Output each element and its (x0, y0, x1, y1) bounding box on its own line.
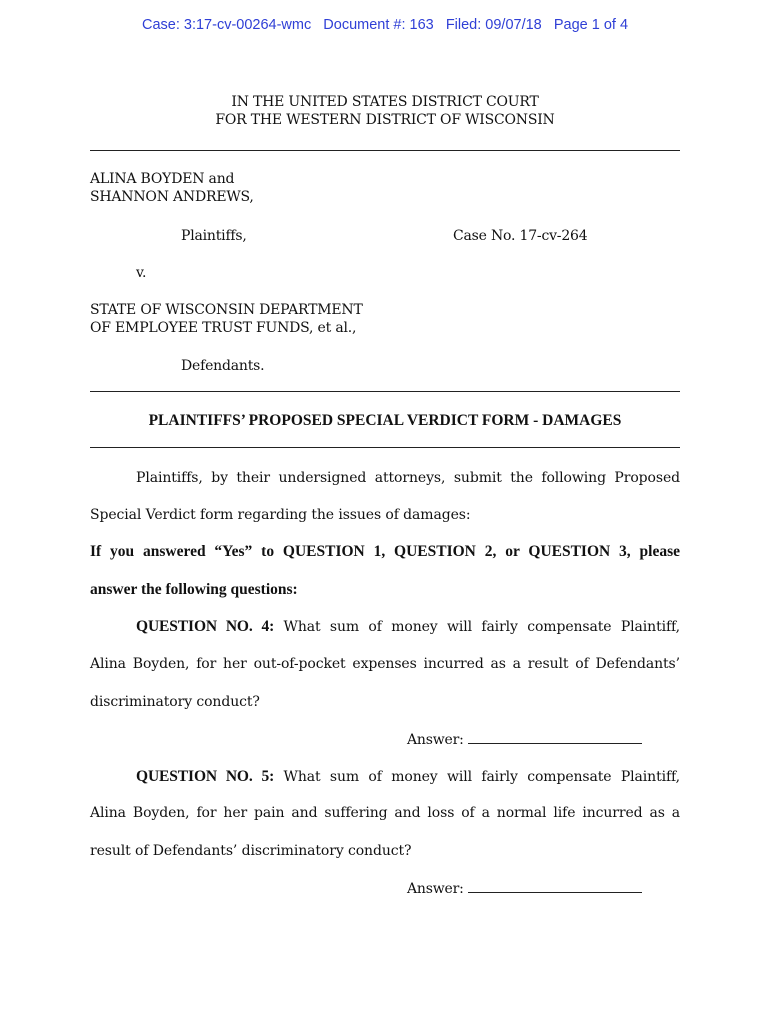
question-4-text: What sum of money will fairly compensate Plaintiff, (274, 619, 680, 635)
ecf-header-stamp: Case: 3:17-cv-00264-wmc Document #: 163 Filed: 09/07/18 Page 1 of 4 (141, 17, 629, 33)
plaintiff-name-line2: SHANNON ANDREWS, (90, 189, 254, 205)
question-5-label: QUESTION NO. 5: (136, 768, 275, 785)
question-5-answer (407, 880, 642, 897)
instruction-line1: If you answered “Yes” to QUESTION 1, QUESTION 2, or QUESTION 3, please (90, 543, 680, 560)
question-4-line1 (136, 618, 680, 636)
defendant-name-line1: STATE OF WISCONSIN DEPARTMENT (90, 302, 363, 318)
court-name-line2: FOR THE WESTERN DISTRICT OF WISCONSIN (215, 112, 555, 128)
versus: v. (136, 265, 147, 281)
defendants-role: Defendants. (181, 358, 265, 374)
case-number: Case No. 17-cv-264 (453, 228, 588, 244)
title-top-rule (90, 391, 680, 392)
question-4-label: QUESTION NO. 4: (136, 618, 275, 635)
plaintiffs-role: Plaintiffs, (181, 228, 247, 244)
question-4-line2: Alina Boyden, for her out-of-pocket expenses incurred as a result of Defendants’ (90, 656, 680, 672)
question-4-line3: discriminatory conduct? (90, 694, 260, 710)
title-bottom-rule (90, 447, 680, 448)
caption-top-rule (90, 150, 680, 151)
question-4-answer (407, 731, 642, 748)
question-5-text: What sum of money will fairly compensate Plaintiff, (274, 769, 680, 785)
court-name-line1: IN THE UNITED STATES DISTRICT COURT (231, 94, 539, 110)
question-5-answer-blank[interactable] (468, 880, 642, 893)
instruction-line2: answer the following questions: (90, 581, 298, 598)
question-5-line3: result of Defendants’ discriminatory conduct? (90, 843, 412, 859)
document-title: PLAINTIFFS’ PROPOSED SPECIAL VERDICT FORM - DAMAGES (148, 412, 622, 429)
question-5-line1 (136, 768, 680, 786)
intro-line2: Special Verdict form regarding the issues of damages: (90, 507, 471, 523)
question-4-answer-blank[interactable] (468, 731, 642, 744)
question-4-answer-label: Answer: (407, 732, 464, 748)
defendant-name-line2: OF EMPLOYEE TRUST FUNDS, et al., (90, 320, 357, 336)
question-5-answer-label: Answer: (407, 881, 464, 897)
question-5-line2: Alina Boyden, for her pain and suffering and loss of a normal life incurred as a (90, 805, 680, 821)
intro-line1: Plaintiffs, by their undersigned attorneys, submit the following Proposed (136, 470, 680, 486)
plaintiff-name-line1: ALINA BOYDEN and (90, 171, 235, 187)
